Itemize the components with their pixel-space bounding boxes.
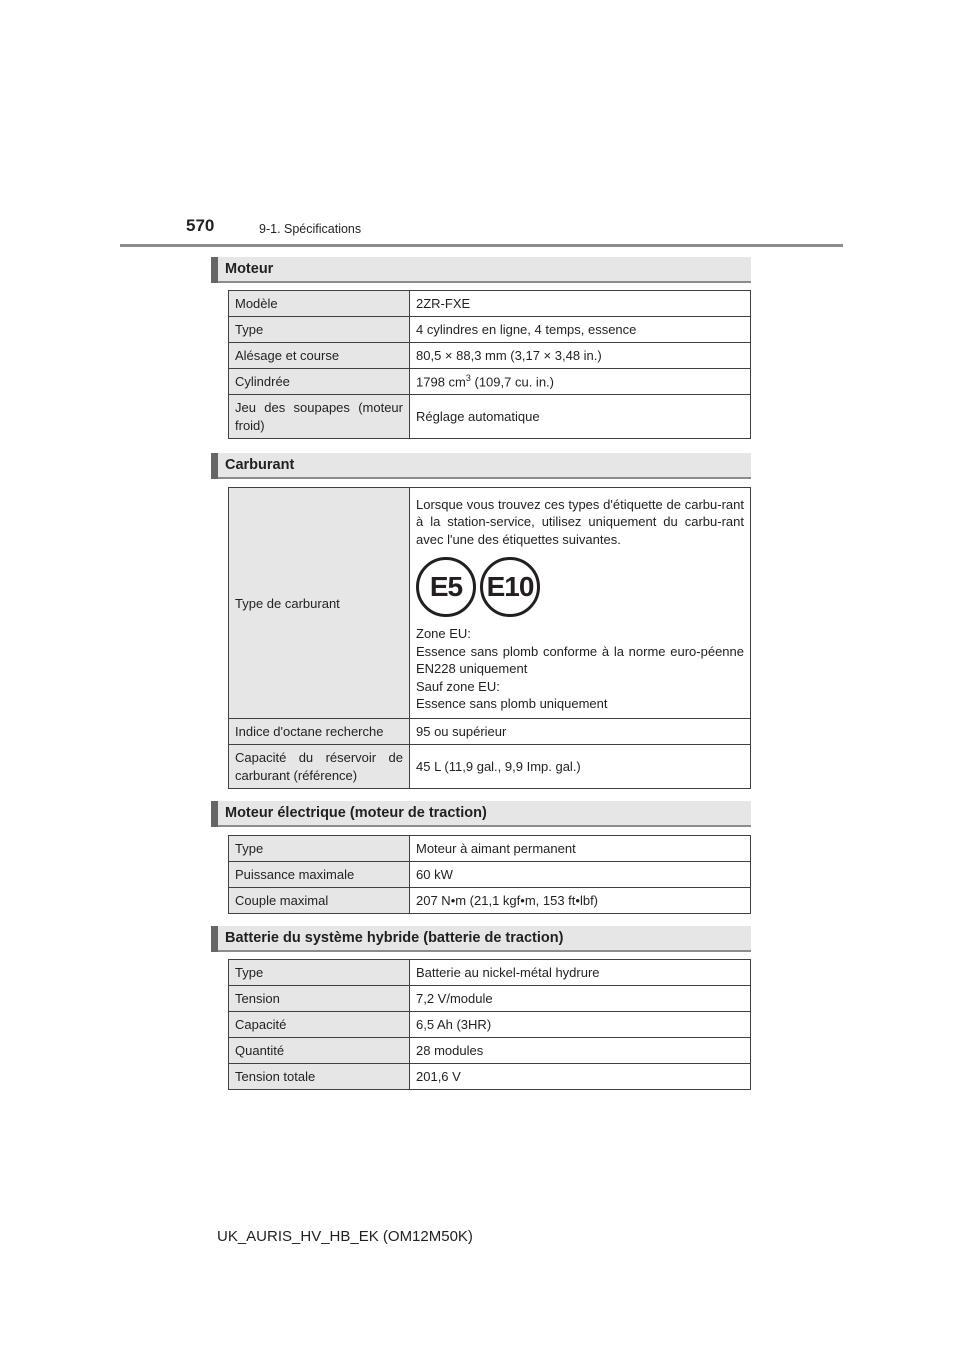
spec-value: [410, 369, 751, 395]
spec-value: 4 cylindres en ligne, 4 temps, essence: [410, 317, 751, 343]
value-text: 1798 cm: [416, 374, 466, 390]
table-row: [229, 745, 751, 789]
spec-key: Tension totale: [229, 1064, 410, 1090]
superscript: 3: [465, 373, 471, 384]
spec-key: Indice d'octane recherche: [229, 719, 410, 745]
fuel-note: Essence sans plomb conforme à la norme euro-péenne EN228 uniquement: [416, 643, 744, 676]
document-footer: UK_AURIS_HV_HB_EK (OM12M50K): [217, 1228, 473, 1245]
spec-key: Modèle: [229, 291, 410, 317]
spec-key: Type: [229, 960, 410, 986]
spec-key: Type de carburant: [229, 488, 410, 719]
section-marker: [211, 257, 218, 283]
section-header-moteur: [211, 257, 751, 283]
fuel-notes: [416, 625, 744, 717]
section-title: Moteur: [225, 261, 274, 277]
spec-value: 2ZR-FXE: [410, 291, 751, 317]
spec-value: 80,5 × 88,3 mm (3,17 × 3,48 in.): [410, 343, 751, 369]
table-row: [229, 986, 751, 1012]
spec-table-batterie: [228, 959, 751, 1090]
table-row: [229, 1038, 751, 1064]
table-row: [229, 369, 751, 395]
spec-key: Capacité: [229, 1012, 410, 1038]
section-marker: [211, 801, 218, 827]
section-marker: [211, 453, 218, 479]
section-marker: [211, 926, 218, 952]
spec-key: Cylindrée: [229, 369, 410, 395]
spec-key: Tension: [229, 986, 410, 1012]
section-header-carburant: [211, 453, 751, 479]
spec-value: 45 L (11,9 gal., 9,9 Imp. gal.): [410, 745, 751, 789]
table-row: [229, 395, 751, 439]
table-row: [229, 488, 751, 719]
spec-value: Batterie au nickel-métal hydrure: [410, 960, 751, 986]
fuel-intro: Lorsque vous trouvez ces types d'étiquette de carbu-rant à la station-service, utilisez uniquement du carbu-rant avec l'une des étiquettes suivantes.: [416, 496, 744, 547]
fuel-note: Zone EU:: [416, 626, 471, 641]
table-row: [229, 291, 751, 317]
table-row: [229, 1012, 751, 1038]
table-row: [229, 1064, 751, 1090]
spec-value: Moteur à aimant permanent: [410, 836, 751, 862]
section-header-batterie: [211, 926, 751, 952]
fuel-labels: [416, 557, 744, 617]
spec-value: 207 N•m (21,1 kgf•m, 153 ft•lbf): [410, 888, 751, 914]
table-row: [229, 960, 751, 986]
section-path: 9-1. Spécifications: [259, 222, 362, 236]
page-number: 570: [186, 216, 215, 235]
fuel-note: Sauf zone EU:: [416, 678, 500, 694]
spec-value: 7,2 V/module: [410, 986, 751, 1012]
table-row: [229, 836, 751, 862]
spec-value: 201,6 V: [410, 1064, 751, 1090]
spec-key: Couple maximal: [229, 888, 410, 914]
section-title: Batterie du système hybride (batterie de traction): [225, 930, 564, 946]
spec-key: Puissance maximale: [229, 862, 410, 888]
table-row: [229, 888, 751, 914]
spec-value: [410, 488, 751, 719]
spec-table-carburant: [228, 487, 751, 789]
spec-table-moteur-electrique: [228, 835, 751, 914]
table-row: [229, 343, 751, 369]
spec-value: 95 ou supérieur: [410, 719, 751, 745]
e10-label-icon: E10: [480, 557, 540, 617]
section-title: Moteur électrique (moteur de traction): [225, 805, 487, 821]
section-header-moteur-electrique: [211, 801, 751, 827]
spec-key: Type: [229, 317, 410, 343]
table-row: [229, 317, 751, 343]
spec-value: 60 kW: [410, 862, 751, 888]
spec-key: Capacité du réservoir de carburant (référence): [229, 745, 410, 789]
e5-label-icon: E5: [416, 557, 476, 617]
table-row: [229, 719, 751, 745]
value-text: (109,7 cu. in.): [470, 374, 554, 390]
fuel-note: Essence sans plomb uniquement: [416, 696, 608, 711]
table-row: [229, 862, 751, 888]
spec-key: Type: [229, 836, 410, 862]
spec-key: Jeu des soupapes (moteur froid): [229, 395, 410, 439]
spec-value: Réglage automatique: [410, 395, 751, 439]
spec-value: 28 modules: [410, 1038, 751, 1064]
section-title: Carburant: [225, 457, 295, 473]
spec-key: Alésage et course: [229, 343, 410, 369]
spec-value: 6,5 Ah (3HR): [410, 1012, 751, 1038]
spec-key: Quantité: [229, 1038, 410, 1064]
header-rule: [120, 244, 843, 247]
spec-table-moteur: [228, 290, 751, 439]
